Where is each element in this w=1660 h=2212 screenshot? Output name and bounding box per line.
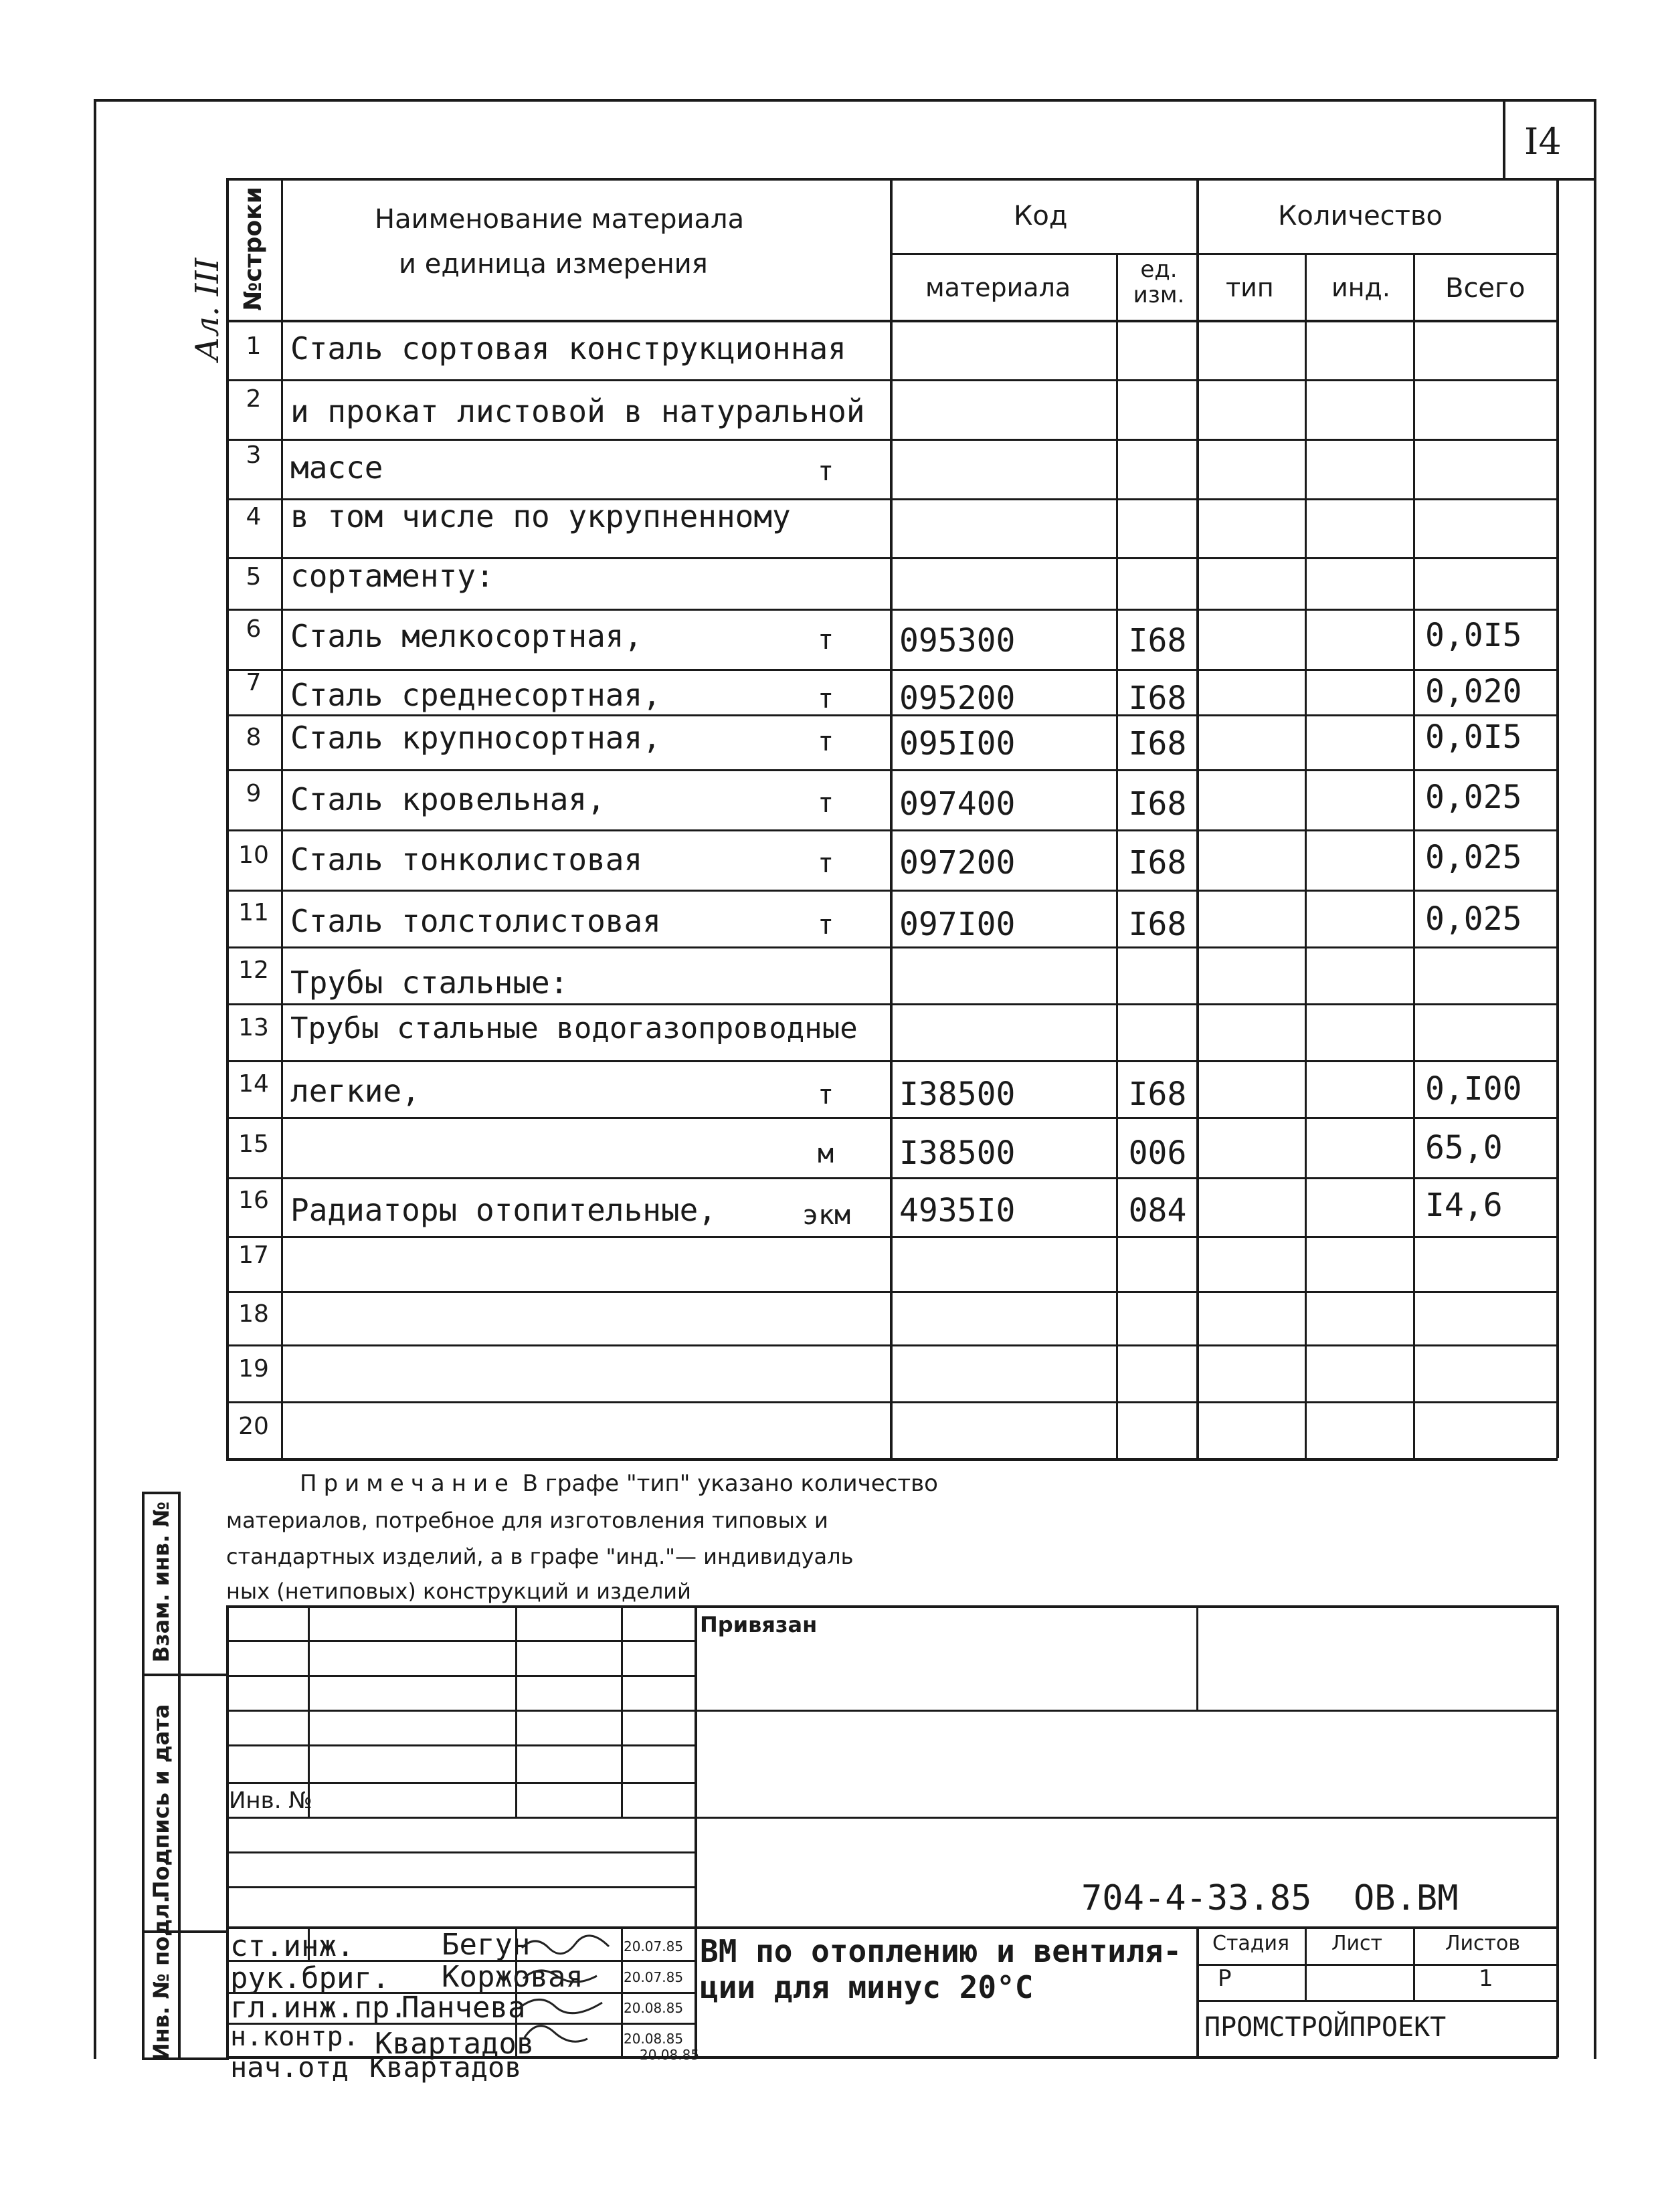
row-number: 4	[246, 503, 262, 530]
role-date: 20.08.85	[640, 2047, 700, 2063]
material-name: в том числе по укрупненному	[290, 498, 791, 534]
header-quantity: Количество	[1278, 201, 1443, 231]
material-name: Сталь мелкосортная,	[290, 618, 643, 654]
stage-value: Р	[1218, 1965, 1232, 1992]
privyazan-label: Привязан	[700, 1612, 818, 1637]
row-number: 6	[246, 615, 262, 643]
role-title: ст.инж.	[230, 1929, 355, 1963]
document-code: 704-4-33.85 ОВ.ВМ	[1081, 1878, 1459, 1918]
frame-top-line	[94, 99, 1596, 102]
row-number: 19	[238, 1355, 269, 1383]
unit-label: т	[817, 788, 834, 819]
total-quantity: 65,0	[1425, 1129, 1503, 1167]
material-code: 097400	[899, 785, 1016, 823]
total-quantity: 0,020	[1425, 673, 1522, 710]
row-number: 15	[238, 1130, 269, 1158]
material-code: 097I00	[899, 906, 1016, 943]
role-person: Квартадов	[375, 2027, 535, 2061]
role-person: Квартадов	[369, 2051, 522, 2084]
unit-label: т	[817, 1080, 834, 1110]
material-code: 097200	[899, 844, 1016, 882]
role-date: 20.07.85	[624, 1969, 684, 1985]
header-subline	[891, 253, 1558, 255]
row-number: 1	[246, 332, 262, 360]
row-number: 20	[238, 1413, 269, 1440]
sheet-label: Лист	[1331, 1932, 1383, 1955]
material-code: 4935I0	[899, 1192, 1016, 1229]
header-code-unit: ед. изм.	[1133, 256, 1185, 308]
unit-label: т	[817, 910, 834, 940]
sheet-number-box-line	[1503, 100, 1505, 179]
material-name: сортаменту:	[290, 558, 494, 594]
unit-code: I68	[1128, 680, 1187, 717]
total-quantity: I4,6	[1425, 1187, 1503, 1224]
side-strip-mid	[178, 1492, 181, 2059]
material-name: Сталь сортовая конструкционная	[290, 330, 846, 367]
table-right	[1556, 178, 1559, 1458]
note-line2: материалов, потребное для изготовления типовых и	[226, 1508, 828, 1533]
frame-left-line	[94, 99, 96, 2059]
unit-code: I68	[1128, 622, 1187, 660]
title-line1: ВМ по отоплению и вентиля-	[700, 1933, 1182, 1969]
material-code: 095I00	[899, 725, 1016, 763]
material-code: 095300	[899, 622, 1016, 660]
header-qty-type: тип	[1226, 273, 1274, 302]
inv-no-label: Инв. №	[229, 1787, 312, 1814]
role-date: 20.08.85	[624, 2031, 684, 2047]
row-number: 2	[246, 385, 262, 413]
row-number: 8	[246, 724, 262, 751]
unit-label: т	[817, 456, 834, 487]
unit-label: м	[817, 1138, 834, 1169]
material-name: Сталь толстолистовая	[290, 903, 661, 939]
material-code: 095200	[899, 680, 1016, 717]
unit-code: I68	[1128, 1076, 1187, 1113]
header-qty-total: Всего	[1445, 273, 1526, 304]
material-name: легкие,	[290, 1073, 420, 1109]
total-quantity: 0,025	[1425, 839, 1522, 876]
role-person: Коржовая	[442, 1960, 583, 1994]
organization-name: ПРОМСТРОЙПРОЕКТ	[1204, 2012, 1447, 2043]
role-date: 20.08.85	[624, 2000, 684, 2016]
side-label-vzam: Взам. инв. №	[149, 1501, 174, 1663]
row-number: 5	[246, 563, 262, 591]
material-name: Трубы стальные:	[290, 965, 569, 1001]
role-date: 20.07.85	[624, 1938, 684, 1954]
header-code-material: материала	[925, 273, 1071, 302]
row-number: 12	[238, 957, 269, 984]
row-number: 3	[246, 441, 262, 469]
stage-label: Стадия	[1212, 1932, 1290, 1955]
unit-label: т	[817, 684, 834, 714]
material-name: Трубы стальные водогазопроводные	[290, 1011, 858, 1045]
header-row-no: №строки	[240, 187, 267, 311]
unit-label: т	[817, 848, 834, 879]
role-title: нач.отд	[230, 2051, 349, 2084]
total-quantity: 0,025	[1425, 900, 1522, 938]
table-bottom	[226, 1458, 1558, 1461]
role-person: Панчева	[401, 1991, 526, 2025]
note-line3: стандартных изделий, а в графе "инд."— индивидуаль	[226, 1544, 854, 1569]
material-name: массе	[290, 449, 383, 486]
row-number: 17	[238, 1241, 269, 1269]
header-qty-ind: инд.	[1331, 273, 1390, 302]
row-number: 16	[238, 1187, 269, 1214]
unit-code: 006	[1128, 1134, 1187, 1172]
header-name-line2: и единица измерения	[399, 249, 708, 280]
row-number: 13	[238, 1014, 269, 1041]
side-label-podpis: Подпись и дата	[149, 1704, 174, 1899]
note-line4: ных (нетиповых) конструкций и изделий	[226, 1579, 691, 1604]
table-left	[226, 178, 229, 1458]
unit-label: экм	[802, 1200, 851, 1231]
row-number: 18	[238, 1300, 269, 1328]
role-title: рук.бриг.	[230, 1961, 390, 1995]
material-code: I38500	[899, 1076, 1016, 1113]
row-number: 7	[246, 669, 262, 696]
sheets-label: Листов	[1445, 1932, 1521, 1955]
unit-code: I68	[1128, 785, 1187, 823]
material-name: Радиаторы отопительные,	[290, 1192, 717, 1228]
sheet-number: I4	[1524, 120, 1562, 163]
row-number: 9	[246, 780, 262, 807]
side-label-inv-podl: Инв. № подл.	[149, 1895, 174, 2061]
role-person: Бегун	[442, 1928, 531, 1962]
material-name: Сталь тонколистовая	[290, 841, 643, 878]
role-title: н.контр.	[230, 2021, 359, 2052]
frame-right-line	[1594, 99, 1596, 2059]
unit-code: I68	[1128, 844, 1187, 882]
material-name: и прокат листовой в натуральной	[290, 393, 865, 429]
unit-code: 084	[1128, 1192, 1187, 1229]
row-number: 11	[238, 899, 269, 926]
sheets-value: 1	[1479, 1965, 1493, 1992]
material-code: I38500	[899, 1134, 1016, 1172]
row-number: 10	[238, 841, 269, 869]
header-name-line1: Наименование материала	[375, 204, 745, 235]
total-quantity: 0,025	[1425, 779, 1522, 816]
header-code: Код	[1014, 201, 1068, 231]
total-quantity: 0,I00	[1425, 1070, 1522, 1108]
album-mark: Ал. III	[189, 258, 226, 361]
signatures-drawing	[515, 1926, 622, 2057]
material-name: Сталь кровельная,	[290, 781, 606, 817]
note-line1: В графе "тип" указано количество	[522, 1470, 938, 1497]
material-name: Сталь среднесортная,	[290, 677, 661, 713]
note-label: Примечание	[300, 1470, 515, 1497]
title-line2: ции для минус 20°С	[700, 1969, 1034, 2005]
unit-label: т	[817, 726, 834, 757]
material-name: Сталь крупносортная,	[290, 720, 661, 756]
role-title: гл.инж.пр.	[230, 1991, 407, 2025]
total-quantity: 0,0I5	[1425, 617, 1522, 654]
unit-code: I68	[1128, 906, 1187, 943]
unit-code: I68	[1128, 725, 1187, 763]
unit-label: т	[817, 625, 834, 656]
total-quantity: 0,0I5	[1425, 718, 1522, 756]
row-number: 14	[238, 1070, 269, 1098]
